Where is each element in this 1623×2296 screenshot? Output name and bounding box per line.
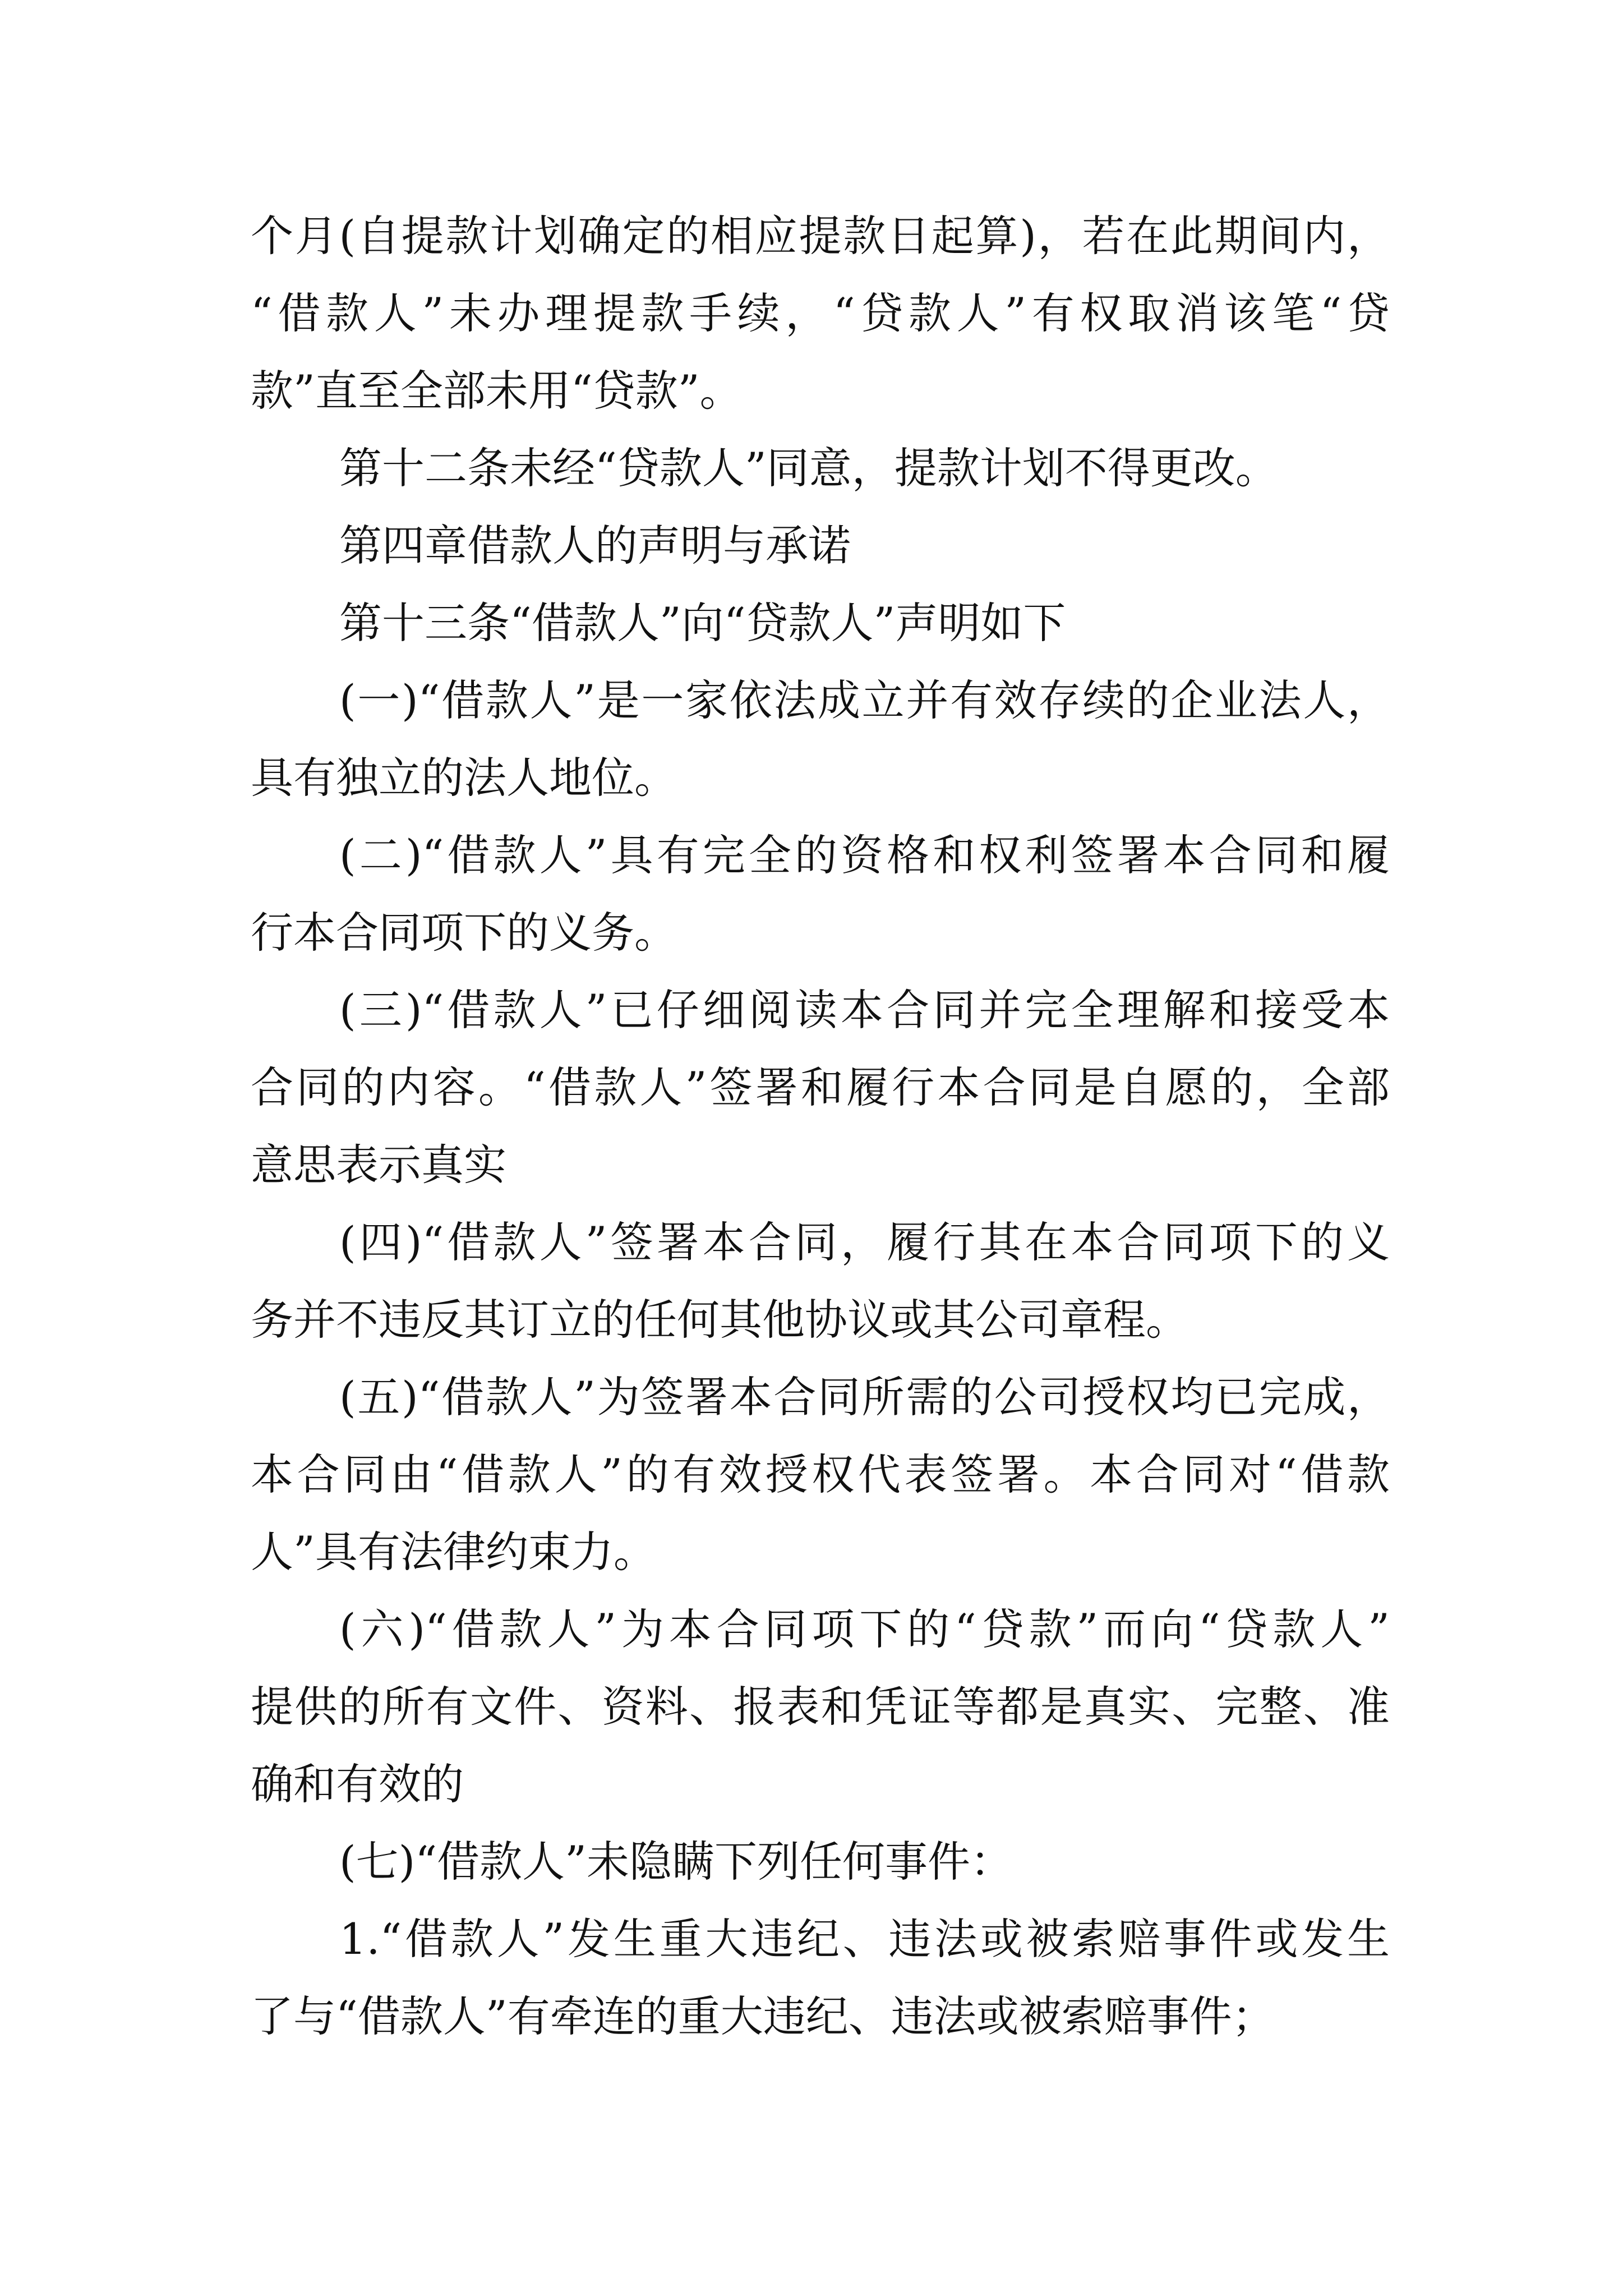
chapter-heading: 第四章借款人的声明与承诺 [339,521,851,570]
text-line: 个月(自提款计划确定的相应提款日起算)，若在此期间内， [251,211,1390,261]
article-12-line: 第十二条未经“贷款人”同意，提款计划不得更改。 [339,443,1278,493]
clause-5-line: (五)“借款人”为签署本合同所需的公司授权均已完成， [339,1372,1390,1422]
text-line: 合同的内容。“借款人”签署和履行本合同是自愿的，全部 [251,1062,1390,1112]
clause-4-line: (四)“借款人”签署本合同，履行其在本合同项下的义 [339,1217,1390,1267]
text-line: 款”直至全部未用“贷款”。 [251,366,743,416]
text-line: 务并不违反其订立的任何其他协议或其公司章程。 [251,1295,1188,1345]
text-line: 了与“借款人”有牵连的重大违纪、违法或被索赔事件； [251,1991,1275,2041]
document-body [251,197,1390,2055]
text-line: 提供的所有文件、资料、报表和凭证等都是真实、完整、准 [251,1682,1390,1732]
text-line: 具有独立的法人地位。 [251,753,677,803]
text-line: “借款人”未办理提款手续，“贷款人”有权取消该笔“贷 [251,288,1390,338]
text-line: 确和有效的 [251,1759,464,1809]
item-1-line: 1.“借款人”发生重大违纪、违法或被索赔事件或发生 [339,1914,1390,1964]
text-line: 人”具有法律约束力。 [251,1527,656,1577]
clause-6-line: (六)“借款人”为本合同项下的“贷款”而向“贷款人” [339,1604,1390,1654]
clause-3-line: (三)“借款人”已仔细阅读本合同并完全理解和接受本 [339,985,1390,1035]
clause-1-line: (一)“借款人”是一家依法成立并有效存续的企业法人， [339,675,1390,725]
clause-2-line: (二)“借款人”具有完全的资格和权利签署本合同和履 [339,830,1390,880]
article-13-line: 第十三条“借款人”向“贷款人”声明如下 [339,598,1066,648]
clause-7-line: (七)“借款人”未隐瞒下列任何事件： [339,1837,1013,1887]
text-line: 意思表示真实 [251,1140,506,1190]
text-line: 行本合同项下的义务。 [251,908,677,958]
text-line: 本合同由“借款人”的有效授权代表签署。本合同对“借款 [251,1450,1390,1499]
